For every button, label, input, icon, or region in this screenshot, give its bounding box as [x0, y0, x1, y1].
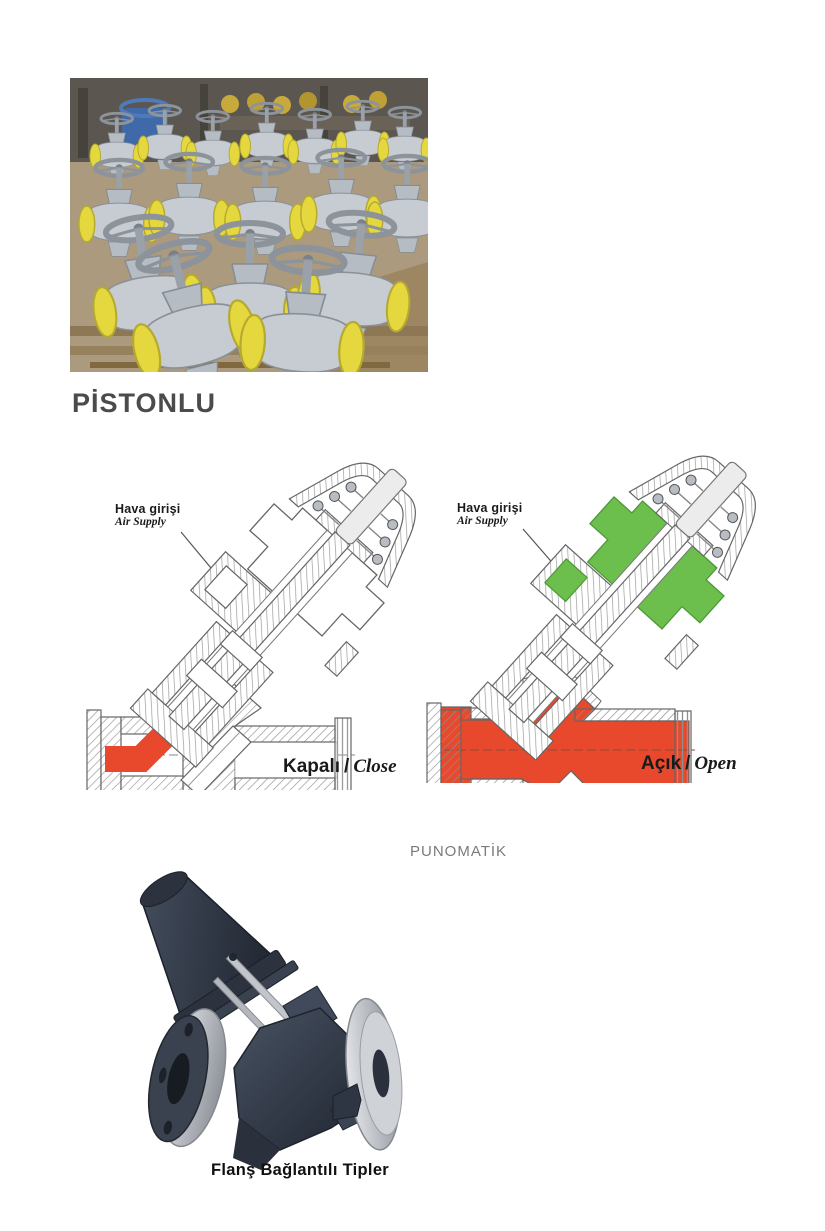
air-supply-label-closed: [115, 502, 180, 530]
closed-diagram-caption: Kapalı / Close: [283, 756, 397, 777]
air-supply-label-tr: Hava girişi: [457, 501, 523, 515]
left-flange: [138, 1001, 237, 1153]
valves-warehouse-illustration: [70, 78, 428, 372]
page-title: PİSTONLU: [72, 388, 217, 418]
pneumatic-valve-illustration: [65, 858, 420, 1180]
closed-valve-diagram: [85, 460, 420, 790]
subsection-title: PUNOMATİK: [410, 843, 508, 860]
bottom-photo-caption: Flanş Bağlantılı Tipler: [210, 1161, 390, 1179]
pneumatic-valve-photo: [65, 858, 420, 1180]
right-flange: [339, 996, 409, 1153]
valves-warehouse-photo: [70, 78, 428, 372]
air-supply-label-en: Air Supply: [115, 516, 166, 529]
air-supply-label-en: Air Supply: [457, 515, 508, 528]
air-supply-label-tr: Hava girişi: [115, 502, 181, 516]
open-diagram-caption: Açık / Open: [641, 753, 737, 774]
open-valve-diagram: [425, 453, 760, 783]
air-supply-label-open: [457, 501, 522, 529]
